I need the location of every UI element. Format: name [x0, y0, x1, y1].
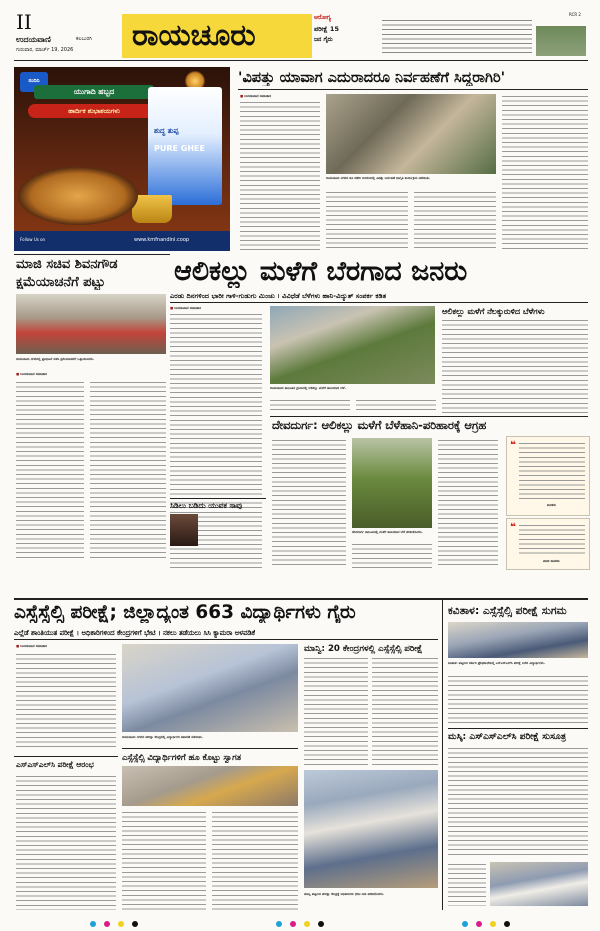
kavital-col-1 [448, 674, 588, 726]
greeting: ಯುಗಾದಿ ಹಬ್ಬದ [73, 87, 115, 96]
maski-col-2 [448, 862, 486, 906]
sslc-headline: ಎಸ್ಸೆಸ್ಸೆಲ್ಸಿ ಪರೀಕ್ಷೆ; ಜಿಲ್ಲಾದ್ಯಂತ 663 ವಿದ್ಯಾರ್ಥಿಗಳು ಗೈರು [14, 602, 356, 623]
column-divider [442, 600, 443, 910]
registration-marks [0, 912, 600, 922]
product-name-en: PURE GHEE [154, 144, 205, 153]
devadurga-col-1 [272, 438, 346, 568]
sslc-sub-rule [14, 639, 438, 640]
sslc-byline: ■ ಉದಯವಾಣಿ ಸಮಾಚಾರ [16, 644, 47, 648]
rain-side-headline: ಆಲಿಕಲ್ಲು ಮಳೆಗೆ ನೆಲಕ್ಕುರುಳಿದ ಬೆಳೆಗಳು [442, 307, 545, 316]
lead-col-1 [240, 100, 320, 250]
masthead-rule [14, 60, 588, 61]
smooth-headline: ಎಸ್‌ಎಸ್‌ಎಲ್‌ಸಿ ಪರೀಕ್ಷೆ ಆರಂಭ [16, 760, 94, 769]
manvi-headline: ಮಾನ್ವಿ: 20 ಕೇಂದ್ರಗಳಲ್ಲಿ ಎಸ್ಸೆಸ್ಸೆಲ್ಸಿ ಪರೀಕ್ಷೆ [304, 644, 423, 654]
smooth-col-1 [16, 774, 116, 910]
manvi-photo [304, 770, 438, 888]
ghee-pack [148, 87, 222, 205]
minister-col-1 [16, 380, 84, 560]
lead-rule [238, 89, 588, 90]
kavital-photo [448, 622, 588, 658]
devadurga-col-2 [352, 542, 432, 568]
maski-headline: ಮಸ್ಕಿ: ಎಸ್ಎಸ್ಎಲ್‌ಸಿ ಪರೀಕ್ಷೆ ಸುಸೂತ್ರ [448, 731, 567, 742]
ad-url: www.kmfnandini.coop [134, 237, 190, 243]
obit-photo [170, 514, 198, 546]
devadurga-rule [270, 416, 588, 417]
minister-headline2: ಕ್ಷಮೆಯಾಚನೆಗೆ ಪಟ್ಟು [16, 275, 106, 290]
ad-title: ಆರೋಗ್ಯ [314, 14, 332, 21]
lead-col-2 [326, 190, 408, 250]
quote-2-text [519, 523, 585, 555]
section-title: ರಾಯಚೂರು [132, 18, 256, 53]
lead-caption: ರಾಯಚೂರು ನಗರದ ಡಿಸಿ ಕಚೇರಿ ಆವರಣದಲ್ಲಿ ವಿಪತ್ತು ನಿರ್ವಹಣೆ ಜಾಗೃತಿ ಕಾರ್ಯಕ್ರಮ ನಡೆಯಿತು. [326, 176, 431, 180]
kavital-caption: ಕವಿತಾಳ: ಪಟ್ಟಣದ ಸರ್ಕಾರಿ ಪ್ರೌಢಶಾಲೆಯಲ್ಲಿ ಎಸ್ಎಸ್ಎಲ್‌ಸಿ ಪರೀಕ್ಷೆ ಬರೆದ ವಿದ್ಯಾರ್ಥಿಗಳು. [448, 661, 545, 665]
follow-label: Follow Us on [20, 237, 46, 242]
quote-icon: ❝ [510, 440, 516, 451]
minister-caption: ರಾಯಚೂರು ನಗರದಲ್ಲಿ ಪ್ರತಿಭಟನೆ ನಡೆಸಿ ಕ್ಷಮೆಯಾಚನೆಗೆ ಒತ್ತಾಯಿಸಿದರು. [16, 357, 95, 361]
minister-col-2 [90, 380, 166, 560]
obit-headline: ಸಿಡಿಲು ಬಡಿದು ಯುವಕ ಸಾವು [170, 501, 243, 510]
masthead [14, 10, 588, 58]
nandini-ad [14, 67, 230, 251]
manvi-col-2 [372, 656, 438, 766]
devadurga-col-3 [438, 438, 498, 568]
rain-col-3 [356, 398, 436, 414]
quote-box-1 [506, 436, 590, 516]
greeting-banner [34, 85, 154, 99]
rain-col-2 [270, 398, 350, 414]
lead-col-4 [502, 94, 588, 250]
maski-rule [448, 728, 588, 729]
rain-byline-text: ಉದಯವಾಣಿ ಸಮಾಚಾರ [174, 306, 201, 310]
lead-byline: ■ ಉದಯವಾಣಿ ಸಮಾಚಾರ [240, 94, 271, 98]
maski-photo [490, 862, 588, 906]
rain-side-col-1 [442, 318, 588, 414]
quote-1-text [519, 441, 585, 499]
quote-2-name: ಮಾಜಿ ಶಾಸಕರು [543, 559, 560, 563]
kavital-headline: ಕವಿತಾಳ: ಎಸ್ಸೆಸ್ಸೆಲ್ಸಿ ಪರೀಕ್ಷೆ ಸುಗಮ [448, 604, 567, 617]
ad-line1: ಪರೀಕ್ಷೆ 15 [314, 25, 339, 33]
manvi-bottom-caption: ಮಾನ್ವಿ ಪಟ್ಟಣದ ಪರೀಕ್ಷಾ ಕೇಂದ್ರಕ್ಕೆ ಅಧಿಕಾರಿಗಳು ಭೇಟಿ ನೀಡಿ ಪರಿಶೀಲಿಸಿದರು. [304, 892, 385, 896]
brand-name: ನಂದಿನಿ [28, 78, 40, 84]
date-line: ಗುರುವಾರ, ಮಾರ್ಚ್ 19, 2026 [16, 47, 74, 53]
teaser-photo [536, 26, 586, 56]
paper-name: ಉದಯವಾಣಿ [16, 35, 51, 44]
food-plate [18, 167, 138, 225]
sslc-byline-text: ಉದಯವಾಣಿ ಸಮಾಚಾರ [20, 644, 47, 648]
welcome-col-2 [212, 810, 298, 910]
ad-teaser [314, 14, 380, 58]
lead-byline-text: ಉದಯವಾಣಿ ಸಮಾಚಾರ [244, 94, 271, 98]
ad-line2: ಜನ ಗೈರು [314, 36, 333, 43]
quote-1-name: ಶಾಸಕರು [547, 503, 556, 507]
ad-footer [14, 231, 230, 251]
greeting2-banner [28, 104, 160, 118]
quote-icon-2: ❝ [510, 522, 516, 533]
devadurga-photo [352, 438, 432, 528]
devadurga-headline: ದೇವದುರ್ಗ: ಆಲಿಕಲ್ಲು ಮಳೆಗೆ ಬೆಳೆಹಾನಿ-ಪರಿಹಾರಕ್ಕೆ ಆಗ್ರಹ [272, 419, 487, 432]
smooth-rule [14, 756, 118, 757]
welcome-col-1 [122, 810, 206, 910]
minister-headline1: ಮಾಜಿ ಸಚಿವ ಶಿವನಗೌಡ [16, 257, 118, 272]
sslc-subhead: ಎಲ್ಲೆಡೆ ಶಾಂತಿಯುತ ಪರೀಕ್ಷೆ । ಅಧಿಕಾರಿಗಳಿಂದ ಕೇಂದ್ರಗಳಿಗೆ ಭೇಟಿ । ನಕಲು ತಡೆಯಲು ಸಿಸಿ ಕ್ಯಾಮರಾ ಅಳವಡಿಕೆ [14, 629, 256, 637]
rain-photo [270, 306, 435, 384]
lead-headline: 'ವಿಪತ್ತು ಯಾವಾಗ ಎದುರಾದರೂ ನಿರ್ವಹಣೆಗೆ ಸಿದ್ಧರಾಗಿರಿ' [238, 70, 506, 86]
teaser-text [382, 18, 532, 56]
protest-photo [16, 294, 166, 354]
sslc-photo [122, 644, 298, 732]
welcome-headline: ಎಸ್ಸೆಸ್ಸೆಲ್ಸಿ ವಿದ್ಯಾರ್ಥಿಗಳಿಗೆ ಹೂ ಕೊಟ್ಟು ಸ್ವಾಗತ [122, 752, 242, 762]
lead-col-3 [414, 190, 496, 250]
minister-byline-text: ಉದಯವಾಣಿ ಸಮಾಚಾರ [20, 372, 47, 376]
page-number: II [16, 10, 32, 34]
sslc-caption: ರಾಯಚೂರು ನಗರದ ಪರೀಕ್ಷಾ ಕೇಂದ್ರದಲ್ಲಿ ವಿದ್ಯಾರ್ಥಿಗಳ ತಪಾಸಣೆ ನಡೆಯಿತು. [122, 735, 203, 739]
rain-subhead: ಎರಡು ದಿನಗಳಿಂದ ಭಾರೀ ಗಾಳಿ-ಗುಡುಗು ಮಿಂಚು । ವಿವಿಧೆಡೆ ಬೆಳೆಗಳು ಹಾನಿ-ವಿದ್ಯುತ್ ಸಂಪರ್ಕ ಕಡಿತ [170, 292, 387, 300]
sslc-col-1 [16, 652, 116, 750]
product-name-kn: ಶುದ್ಧ ತುಪ್ಪ [154, 127, 179, 135]
rain-sub-rule [170, 302, 588, 303]
obit-rule [170, 498, 266, 499]
rain-caption: ರಾಯಚೂರು ತಾಲೂಕಿನ ಗ್ರಾಮದಲ್ಲಿ ಆಲಿಕಲ್ಲು ಮಳೆಗೆ ಹಾನಿಯಾದ ಬೆಳೆ. [270, 386, 346, 390]
page-code: RCR 2 [569, 12, 581, 17]
welcome-rule [122, 748, 298, 749]
rain-headline: ಆಲಿಕಲ್ಲು ಮಳೆಗೆ ಬೆರಗಾದ ಜನರು [174, 256, 468, 287]
devadurga-caption: ದೇವದುರ್ಗ ತಾಲೂಕಿನಲ್ಲಿ ಮಳೆಗೆ ಹಾನಿಯಾದ ಬೆಳೆ ಪರಿಶೀಲಿಸಿದರು. [352, 530, 423, 534]
greeting2: ಹಾರ್ದಿಕ ಶುಭಾಶಯಗಳು [68, 107, 120, 115]
quote-box-2 [506, 518, 590, 570]
lead-photo [326, 94, 496, 174]
sslc-top-rule [14, 598, 588, 600]
manvi-col-1 [304, 656, 368, 766]
welcome-photo [122, 766, 298, 806]
edition-tag: ಕಲಬುರಗಿ [76, 36, 92, 42]
maski-col-1 [448, 746, 588, 858]
rain-byline: ■ ಉದಯವಾಣಿ ಸಮಾಚಾರ [170, 306, 201, 310]
section-title-box [122, 14, 312, 58]
minister-top-rule [14, 254, 170, 255]
minister-byline: ■ ಉದಯವಾಣಿ ಸಮಾಚಾರ [16, 372, 47, 376]
jar-image [132, 195, 172, 223]
